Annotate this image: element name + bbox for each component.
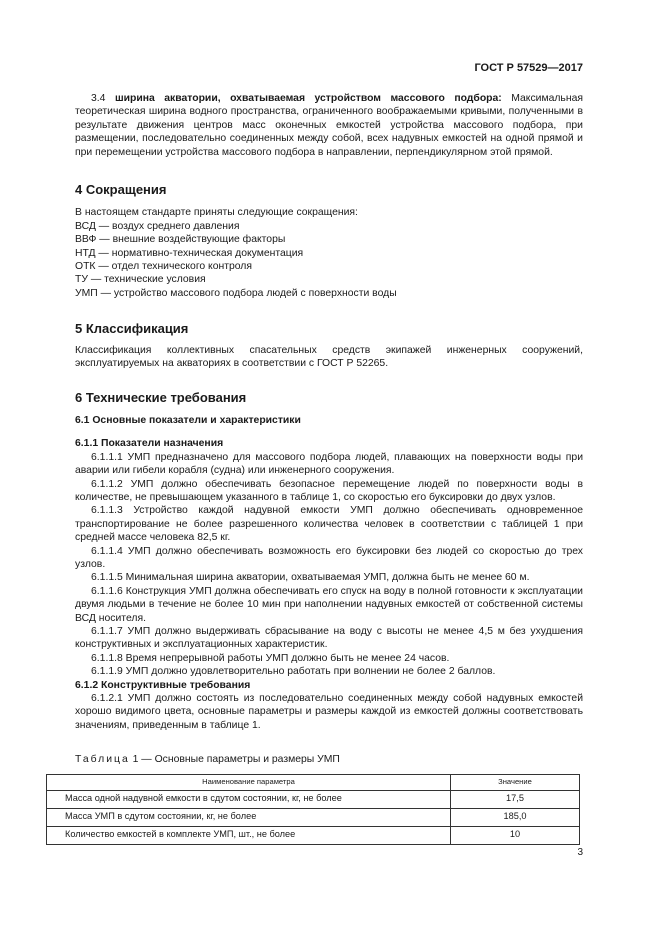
- table-caption-prefix: Таблица: [75, 754, 130, 766]
- table-cell-value: 10: [451, 826, 580, 844]
- definition-number: 3.4: [91, 93, 106, 104]
- column-header-value: Значение: [451, 774, 580, 790]
- abbreviations-list: [75, 206, 583, 300]
- table-row: [47, 808, 580, 826]
- abbreviation-item: ТУ — технические условия: [75, 274, 206, 286]
- table-row: [47, 826, 580, 844]
- table-cell-name: Масса одной надувной емкости в сдутом состоянии, кг, не более: [47, 790, 451, 808]
- table-cell-value: 17,5: [451, 790, 580, 808]
- requirement-item: 6.1.1.4 УМП должно обеспечивать возможность его буксировки без людей со скоростью до трех узлов.: [75, 545, 583, 570]
- requirement-item: 6.1.1.2 УМП должно обеспечивать безопасное перемещение людей по поверхности воды в количестве, не превышающем указанного в таблице 1, со скоростью его буксировки до двух узлов.: [75, 478, 583, 503]
- definition-3-4: [75, 92, 583, 159]
- abbreviation-item: НТД — нормативно-техническая документация: [75, 247, 304, 259]
- abbreviation-item: ВСД — воздух среднего давления: [75, 220, 240, 232]
- requirement-item: 6.1.1.8 Время непрерывной работы УМП должно быть не менее 24 часов.: [91, 652, 450, 664]
- definition-text: Максимальная теоретическая ширина водного пространства, ограниченного воображаемыми кривыми, полученными в результате движения центров масс оконечных емкостей устройства массового подбора, при размещении, последовательно соединенных между собой, всех надувных емкостей на одной прямой и при перемещении устройства массового подбора в направлении, перпендикулярном этой прямой.: [75, 93, 583, 158]
- section-5-text: Классификация коллективных спасательных средств экипажей инженерных сооружений, эксплуатируемых на акваториях в соответствии с ГОСТ Р 52265.: [75, 344, 583, 370]
- requirement-item: 6.1.1.1 УМП предназначено для массового подбора людей, плавающих на поверхности воды при аварии или гибели корабля (судна) или инженерного сооружения.: [75, 451, 583, 477]
- page-number: 3: [577, 847, 583, 858]
- requirement-item: 6.1.1.5 Минимальная ширина акватории, охватываемая УМП, должна быть не менее 60 м.: [91, 572, 530, 584]
- page-content: [65, 92, 583, 845]
- subsection-6-1-title: 6.1 Основные показатели и характеристики: [75, 414, 301, 426]
- table-1-caption: [75, 753, 583, 766]
- table-caption-text: 1 — Основные параметры и размеры УМП: [129, 754, 340, 766]
- abbreviation-item: УМП — устройство массового подбора людей с поверхности воды: [75, 287, 397, 299]
- abbreviation-item: ВВФ — внешние воздействующие факторы: [75, 234, 286, 246]
- requirement-item: 6.1.2.1 УМП должно состоять из последовательно соединенных между собой надувных емкостей хорошо видимого цвета, основные параметры и размеры каждой из емкостей должны соответствовать значениям, приведенным в таблице 1.: [75, 693, 583, 731]
- section-6-title: 6 Технические требования: [75, 389, 247, 405]
- table-cell-name: Масса УМП в сдутом состоянии, кг, не более: [47, 808, 451, 826]
- subsection-6-1-1-title: 6.1.1 Показатели назначения: [75, 438, 224, 450]
- column-header-name: Наименование параметра: [47, 774, 451, 790]
- requirement-item: 6.1.1.6 Конструкция УМП должна обеспечивать его спуск на воду в полной готовности к эксплуатации двумя людьми в течение не более 10 мин при наполнении надувных емкостей от собственной системы ВСД носителя.: [75, 585, 583, 624]
- requirement-item: 6.1.1.7 УМП должно выдерживать сбрасывание на воду с высоты не менее 4,5 м без ухудшения конструктивных и эксплуатационных характеристик.: [75, 626, 583, 651]
- definition-term: ширина акватории, охватываемая устройством массового подбора:: [114, 93, 502, 104]
- subsection-6-1-2-title: 6.1.2 Конструктивные требования: [75, 679, 251, 691]
- parameters-table: [46, 774, 580, 845]
- table-header-row: [47, 774, 580, 790]
- requirement-item: 6.1.1.3 Устройство каждой надувной емкости УМП должно обеспечивать одновременное транспортирование не более разрешенного количества человек в соответствии с таблицей 1 при средней массе человека 82,5 кг.: [75, 505, 583, 544]
- abbreviation-item: ОТК — отдел технического контроля: [75, 261, 252, 273]
- section-5-title: 5 Классификация: [75, 321, 189, 337]
- abbreviations-intro: В настоящем стандарте приняты следующие сокращения:: [75, 207, 358, 219]
- section-4-title: 4 Сокращения: [75, 182, 167, 198]
- table-row: [47, 790, 580, 808]
- requirement-item: 6.1.1.9 УМП должно удовлетворительно работать при волнении не более 2 баллов.: [91, 666, 496, 678]
- table-cell-value: 185,0: [451, 808, 580, 826]
- document-id-header: ГОСТ Р 57529—2017: [474, 62, 583, 74]
- table-cell-name: Количество емкостей в комплекте УМП, шт., не более: [47, 826, 451, 844]
